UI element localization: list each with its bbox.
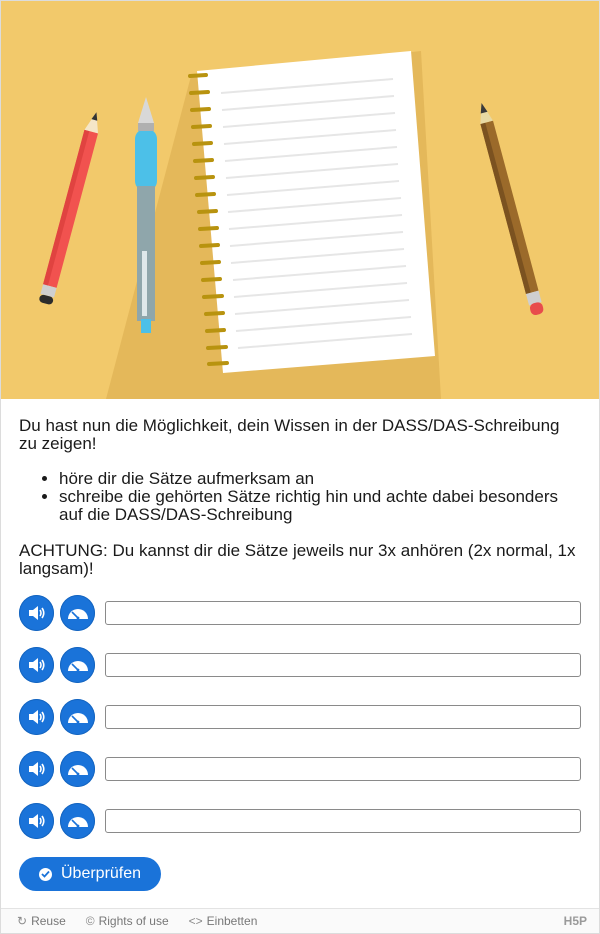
check-button-label: Überprüfen xyxy=(61,865,142,882)
rights-of-use-link[interactable] xyxy=(86,914,169,928)
dictation-row xyxy=(19,639,581,691)
h5p-footer xyxy=(1,908,599,933)
play-slow-button[interactable] xyxy=(60,803,95,839)
play-audio-button[interactable] xyxy=(19,699,54,735)
snail-icon xyxy=(66,762,90,776)
warning-text: ACHTUNG: Du kannst dir die Sätze jeweils nur 3x anhören (2x normal, 1x langsam)! xyxy=(19,541,576,578)
reuse-link[interactable] xyxy=(17,914,66,928)
intro-paragraph: Du hast nun die Möglichkeit, dein Wissen in der DASS/DAS-Schreibung zu zeigen! xyxy=(19,416,560,453)
snail-icon xyxy=(66,814,90,828)
sentence-input[interactable] xyxy=(105,705,581,729)
copyright-icon: © xyxy=(85,914,95,928)
check-circle-icon xyxy=(39,868,52,881)
embed-link[interactable] xyxy=(189,914,258,928)
task-content xyxy=(1,399,599,891)
notebook-pencils-illustration xyxy=(1,1,599,399)
play-audio-button[interactable] xyxy=(19,803,54,839)
dictation-row xyxy=(19,743,581,795)
speaker-icon xyxy=(28,813,46,829)
snail-icon xyxy=(66,606,90,620)
sentence-input[interactable] xyxy=(105,653,581,677)
play-audio-button[interactable] xyxy=(19,595,54,631)
snail-icon xyxy=(66,710,90,724)
speaker-icon xyxy=(28,605,46,621)
embed-label: Einbetten xyxy=(206,914,258,928)
h5p-logo[interactable]: H5P xyxy=(563,914,587,928)
check-button[interactable] xyxy=(19,857,161,891)
dictation-row xyxy=(19,587,581,639)
play-slow-button[interactable] xyxy=(60,751,95,787)
hero-image xyxy=(1,1,599,399)
snail-icon xyxy=(66,658,90,672)
play-slow-button[interactable] xyxy=(60,595,95,631)
play-audio-button[interactable] xyxy=(19,647,54,683)
sentence-input[interactable] xyxy=(105,601,581,625)
play-slow-button[interactable] xyxy=(60,699,95,735)
instruction-list xyxy=(19,470,581,524)
reuse-icon: ↻ xyxy=(17,914,28,928)
speaker-icon xyxy=(28,761,46,777)
play-audio-button[interactable] xyxy=(19,751,54,787)
speaker-icon xyxy=(28,709,46,725)
sentence-input[interactable] xyxy=(105,757,581,781)
sentence-input[interactable] xyxy=(105,809,581,833)
dictation-list xyxy=(19,587,581,847)
dictation-row xyxy=(19,795,581,847)
instruction-item: • schreibe die gehörten Sätze richtig hin und achte dabei besonders auf die DASS/DAS-Schreibung xyxy=(59,488,581,524)
play-slow-button[interactable] xyxy=(60,647,95,683)
rights-of-use-label: Rights of use xyxy=(98,914,169,928)
speaker-icon xyxy=(28,657,46,673)
dictation-row xyxy=(19,691,581,743)
reuse-label: Reuse xyxy=(31,914,66,928)
code-icon: <> xyxy=(188,914,203,928)
instruction-item: • höre dir die Sätze aufmerksam an xyxy=(59,470,581,488)
